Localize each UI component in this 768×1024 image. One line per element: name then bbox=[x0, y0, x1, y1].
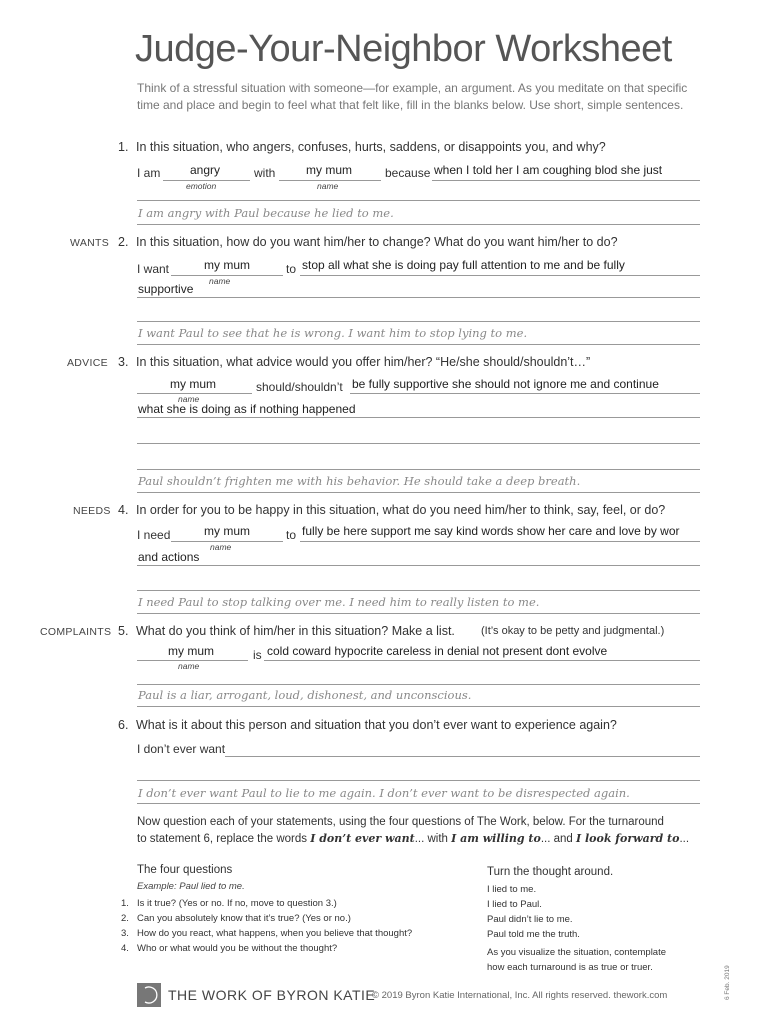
q3-example: Paul shouldn’t frighten me with his behavior. He should take a deep breath. bbox=[138, 474, 581, 488]
q3-question: In this situation, what advice would you offer him/her? “He/she should/shouldn’t…” bbox=[136, 355, 591, 369]
side-label-wants: WANTS bbox=[70, 237, 110, 249]
q1-i-am: I am bbox=[137, 166, 161, 180]
q1-number: 1. bbox=[118, 140, 129, 154]
four-questions-heading: The four questions bbox=[137, 864, 233, 876]
turnaround-line-6: how each turnaround is as true or truer. bbox=[487, 962, 653, 973]
closing-line-2: to statement 6, replace the words I don’t ever want... with I am willing to... and I look forward to... bbox=[137, 832, 690, 845]
footer-brand: THE WORK OF BYRON KATIE bbox=[168, 987, 376, 1003]
q6-example: I don’t ever want Paul to lie to me again. I don’t ever want to be disrespected again. bbox=[138, 786, 630, 800]
turnaround-line-4: Paul told me the truth. bbox=[487, 929, 580, 940]
q3-should-field[interactable]: be fully supportive she should not ignore me and continue bbox=[352, 377, 659, 391]
q5-question-note: (It’s okay to be petty and judgmental.) bbox=[481, 625, 665, 637]
q3-should-field-cont[interactable]: what she is doing as if nothing happened bbox=[138, 402, 356, 416]
q5-is: is bbox=[253, 648, 262, 662]
q5-question: What do you think of him/her in this situation? Make a list. bbox=[136, 624, 455, 638]
q5-example: Paul is a liar, arrogant, loud, dishonest, and unconscious. bbox=[138, 688, 472, 702]
four-questions-example: Example: Paul lied to me. bbox=[137, 881, 245, 892]
q4-question: In order for you to be happy in this situation, what do you need him/her to think, say, feel, or do? bbox=[136, 503, 666, 517]
fq-1-text: Is it true? (Yes or no. If no, move to question 3.) bbox=[137, 898, 337, 909]
closing-line-1: Now question each of your statements, using the four questions of The Work, below. For the turnaround bbox=[137, 816, 664, 828]
q3-should: should/shouldn’t bbox=[256, 380, 343, 394]
turnaround-line-1: I lied to me. bbox=[487, 884, 537, 895]
q2-to-field-cont[interactable]: supportive bbox=[138, 282, 194, 296]
q2-to: to bbox=[286, 262, 297, 276]
fq-4-text: Who or what would you be without the thought? bbox=[137, 943, 338, 954]
q3-name-label: name bbox=[178, 394, 200, 404]
q2-name-label: name bbox=[209, 276, 231, 286]
q5-is-field[interactable]: cold coward hypocrite careless in denial not present dont evolve bbox=[267, 644, 608, 658]
q1-name-label: name bbox=[317, 181, 339, 191]
fq-3-text: How do you react, what happens, when you believe that thought? bbox=[137, 928, 413, 939]
intro-text: Think of a stressful situation with someone—for example, an argument. As you meditate on that specific time and place and begin to feel what that felt like, fill in the blanks below. Use short, simple sentences. bbox=[137, 81, 688, 112]
footer-date: 6 Feb. 2019 bbox=[724, 965, 731, 1000]
q3-number: 3. bbox=[118, 355, 129, 369]
q6-number: 6. bbox=[118, 718, 129, 732]
side-label-needs: NEEDS bbox=[73, 505, 111, 517]
q4-name-label: name bbox=[210, 542, 232, 552]
fq-4-num: 4. bbox=[121, 943, 129, 954]
q2-name-field[interactable]: my mum bbox=[204, 258, 250, 272]
fq-3-num: 3. bbox=[121, 928, 129, 939]
q1-question: In this situation, who angers, confuses, hurts, saddens, or disappoints you, and why? bbox=[136, 140, 606, 154]
q1-with: with bbox=[254, 166, 276, 180]
q4-to-field[interactable]: fully be here support me say kind words show her care and love by wor bbox=[302, 524, 680, 538]
q3-name-field[interactable]: my mum bbox=[170, 377, 216, 391]
fq-2-text: Can you absolutely know that it’s true? (Yes or no.) bbox=[137, 913, 351, 924]
q2-question: In this situation, how do you want him/her to change? What do you want him/her to do? bbox=[136, 235, 618, 249]
footer-copyright: © 2019 Byron Katie International, Inc. All rights reserved. thework.com bbox=[372, 990, 668, 1001]
turnaround-heading: Turn the thought around. bbox=[487, 866, 614, 878]
side-label-advice: ADVICE bbox=[67, 357, 108, 369]
q1-example: I am angry with Paul because he lied to me. bbox=[138, 206, 394, 220]
page-title: Judge-Your-Neighbor Worksheet bbox=[135, 28, 672, 70]
q2-i-want: I want bbox=[137, 262, 170, 276]
q1-because-field[interactable]: when I told her I am coughing blod she just bbox=[434, 163, 663, 177]
turnaround-line-3: Paul didn’t lie to me. bbox=[487, 914, 573, 925]
q2-to-field[interactable]: stop all what she is doing pay full attention to me and be fully bbox=[302, 258, 625, 272]
turnaround-line-2: I lied to Paul. bbox=[487, 899, 542, 910]
q4-i-need: I need bbox=[137, 528, 171, 542]
q1-name-field[interactable]: my mum bbox=[306, 163, 352, 177]
q1-emotion-label: emotion bbox=[186, 181, 217, 191]
q2-number: 2. bbox=[118, 235, 129, 249]
q4-number: 4. bbox=[118, 503, 129, 517]
turnaround-line-5: As you visualize the situation, contemplate bbox=[487, 947, 667, 958]
fq-2-num: 2. bbox=[121, 913, 129, 924]
fq-1-num: 1. bbox=[121, 898, 129, 909]
q2-example: I want Paul to see that he is wrong. I want him to stop lying to me. bbox=[138, 326, 528, 340]
brand-logo-icon bbox=[137, 983, 161, 1007]
q1-emotion-field[interactable]: angry bbox=[190, 163, 221, 177]
q6-dont-want: I don’t ever want bbox=[137, 742, 226, 756]
side-label-complaints: COMPLAINTS bbox=[40, 626, 112, 638]
q4-example: I need Paul to stop talking over me. I need him to really listen to me. bbox=[138, 595, 540, 609]
q5-number: 5. bbox=[118, 624, 129, 638]
q4-to-field-cont[interactable]: and actions bbox=[138, 550, 200, 564]
q5-name-field[interactable]: my mum bbox=[168, 644, 214, 658]
q1-because: because bbox=[385, 166, 431, 180]
q4-to: to bbox=[286, 528, 297, 542]
q6-question: What is it about this person and situation that you don’t ever want to experience again? bbox=[136, 718, 617, 732]
q4-name-field[interactable]: my mum bbox=[204, 524, 250, 538]
q5-name-label: name bbox=[178, 661, 200, 671]
